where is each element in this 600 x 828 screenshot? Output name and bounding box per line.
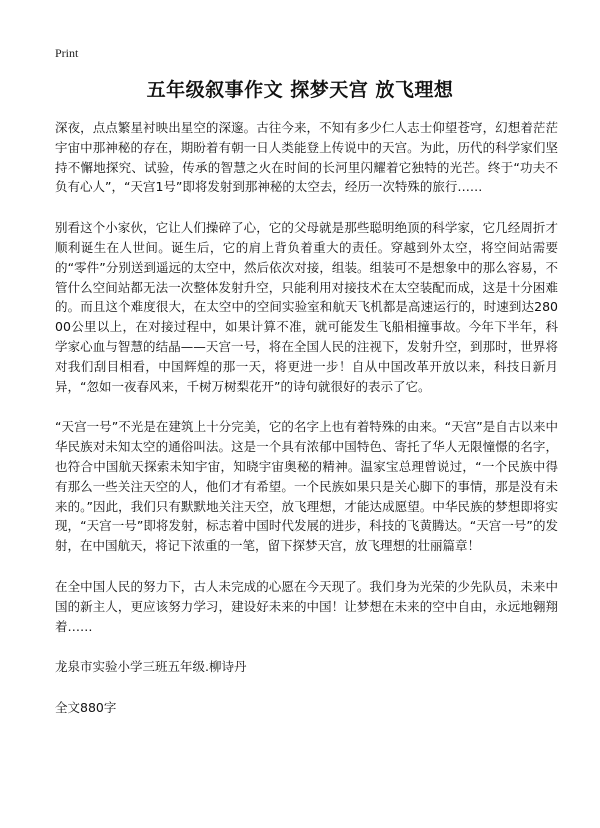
article-body [55, 118, 558, 717]
paragraph-1: 深夜，点点繁星衬映出星空的深邃。古往今来，不知有多少仁人志士仰望苍穹，幻想着茫茫宇宙中那神秘的存在，期盼着有朝一日人类能登上传说中的天宫。为此，历代的科学家们坚持不懈地探究、试验，传承的智慧之火在时间的长河里闪耀着它独特的光芒。终于“功夫不负有心人”，“天宫1号”即将发射到那神秘的太空去，经历一次特殊的旅行…… [55, 120, 558, 195]
paragraph-4: 在全中国人民的努力下，古人未完成的心愿在今天现了。我们身为光荣的少先队员，未来中国的新主人，更应该努力学习，建设好未来的中国！让梦想在未来的空中自由，永远地翱翔着…… [55, 578, 558, 634]
article-title: 五年级叙事作文 探梦天宫 放飞理想 [146, 79, 454, 101]
word-count: 全文880字 [55, 700, 117, 716]
paragraph-2: 别看这个小家伙，它让人们操碎了心，它的父母就是那些聪明绝顶的科学家，它几经周折才顺利诞生在人世间。诞生后，它的肩上背负着重大的责任。穿越到外太空，将空间站需要的“零件”分别送到遥远的太空中，然后依次对接，组装。组装可不是想象中的那么容易，不管什么空间站都无法一次整体发射升空，只能利用对接技术在太空装配而成，这是十分困难的。而且这个难度很大，在太空中的空间实验室和航天飞机都是高速运行的，时速到达28000公里以上，在对接过程中，如果计算不准，就可能发生飞船相撞事故。今年下半年，科学家心血与智慧的结晶——天宫一号，将在全国人民的注视下，发射升空，到那时，世界将对我们刮目相看，中国辉煌的那一天，将更进一步！自从中国改革开放以来，科技日新月异，“忽如一夜春风来，千树万树梨花开”的诗句就很好的表示了它。 [55, 220, 558, 394]
print-link[interactable]: Print [55, 46, 79, 60]
author-line: 龙泉市实验小学三班五年级.柳诗丹 [55, 659, 247, 675]
paragraph-3: “天宫一号”不光是在建筑上十分完美，它的名字上也有着特殊的由来。“天宫”是自古以来中华民族对未知太空的通俗叫法。这是一个具有浓郁中国特色、寄托了华人无限憧憬的名字，也符合中国航天探索未知宇宙，知晓宇宙奥秘的精神。温家宝总理曾说过，“一个民族中得有那么一些关注天空的人，他们才有希望。一个民族如果只是关心脚下的事情，那是没有未来的。”因此，我们只有默默地关注天空，放飞理想，才能达成愿望。中华民族的梦想即将实现，“天宫一号”即将发射，标志着中国时代发展的进步，科技的飞黄腾达。“天宫一号”的发射，在中国航天，将记下浓重的一笔，留下探梦天宫，放飞理想的壮丽篇章！ [55, 419, 558, 554]
